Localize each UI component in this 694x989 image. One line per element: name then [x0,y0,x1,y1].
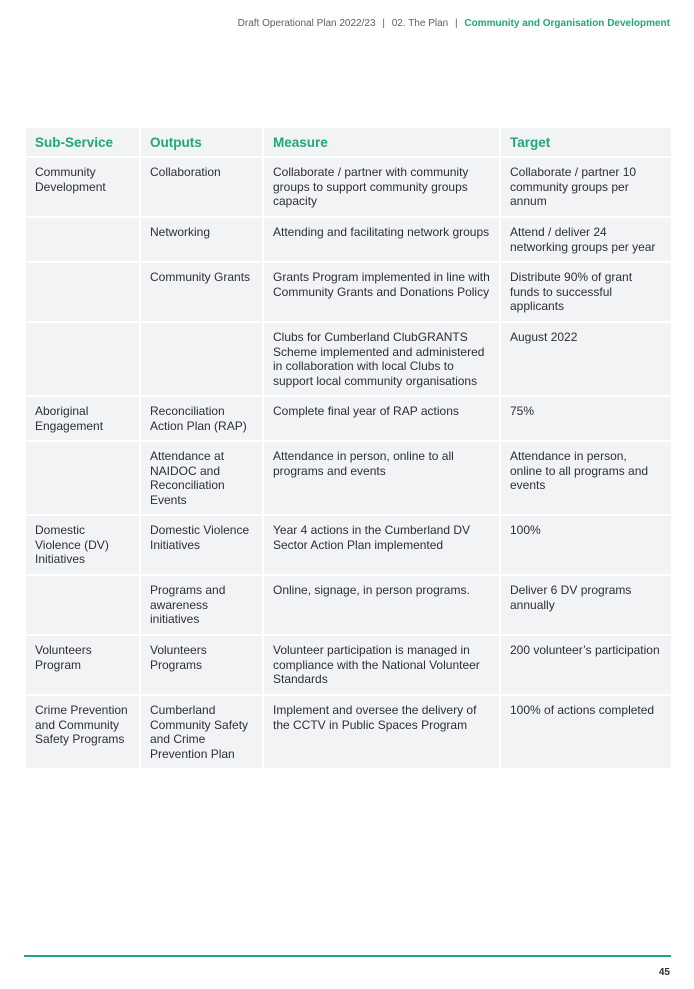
column-header-measure: Measure [264,128,499,156]
measure-cell: Collaborate / partner with community groups to support community groups capacity [264,158,499,216]
operational-plan-table [24,126,673,770]
output-cell: Attendance at NAIDOC and Reconciliation Events [141,442,262,514]
sub-service-cell: Volunteers Program [26,636,139,694]
measure-cell: Complete final year of RAP actions [264,397,499,440]
target-cell: August 2022 [501,323,671,395]
target-cell: 100% of actions completed [501,696,671,768]
output-cell: Collaboration [141,158,262,216]
table-row [26,516,671,574]
target-cell: Deliver 6 DV programs annually [501,576,671,634]
page-number: 45 [658,967,670,978]
column-header-sub-service: Sub-Service [26,128,139,156]
measure-cell: Online, signage, in person programs. [264,576,499,634]
measure-cell: Volunteer participation is managed in compliance with the National Volunteer Standards [264,636,499,694]
table-row [26,696,671,768]
output-cell: Volunteers Programs [141,636,262,694]
header-separator: | [382,18,385,29]
target-cell: 100% [501,516,671,574]
output-cell: Reconciliation Action Plan (RAP) [141,397,262,440]
sub-service-cell: Aboriginal Engagement [26,397,139,440]
output-cell [141,323,262,395]
target-cell: Attend / deliver 24 networking groups per year [501,218,671,261]
measure-cell: Implement and oversee the delivery of the CCTV in Public Spaces Program [264,696,499,768]
measure-cell: Attending and facilitating network groups [264,218,499,261]
table-row [26,323,671,395]
output-cell: Networking [141,218,262,261]
target-cell: 200 volunteer’s participation [501,636,671,694]
sub-service-cell: Crime Prevention and Community Safety Programs [26,696,139,768]
target-cell: 75% [501,397,671,440]
section-title: Community and Organisation Development [464,18,670,29]
output-cell: Domestic Violence Initiatives [141,516,262,574]
table-row [26,218,671,261]
table-row [26,636,671,694]
sub-service-cell [26,218,139,261]
output-cell: Cumberland Community Safety and Crime Prevention Plan [141,696,262,768]
table-row [26,442,671,514]
target-cell: Distribute 90% of grant funds to successful applicants [501,263,671,321]
table-row [26,576,671,634]
document-title: Draft Operational Plan 2022/23 [237,18,376,29]
table-row [26,263,671,321]
measure-cell: Clubs for Cumberland ClubGRANTS Scheme implemented and administered in collaboration with local Clubs to support local community organisations [264,323,499,395]
sub-service-cell [26,576,139,634]
sub-service-cell [26,323,139,395]
sub-service-cell [26,442,139,514]
sub-service-cell [26,263,139,321]
measure-cell: Grants Program implemented in line with Community Grants and Donations Policy [264,263,499,321]
measure-cell: Year 4 actions in the Cumberland DV Sector Action Plan implemented [264,516,499,574]
measure-cell: Attendance in person, online to all programs and events [264,442,499,514]
output-cell: Programs and awareness initiatives [141,576,262,634]
page-header [238,18,670,29]
header-separator: | [455,18,458,29]
column-header-outputs: Outputs [141,128,262,156]
chapter-label: 02. The Plan [391,18,449,29]
target-cell: Attendance in person, online to all programs and events [501,442,671,514]
table-row [26,397,671,440]
footer-divider [24,955,671,957]
sub-service-cell: Community Development [26,158,139,216]
table-header-row [26,128,671,156]
output-cell: Community Grants [141,263,262,321]
sub-service-cell: Domestic Violence (DV) Initiatives [26,516,139,574]
column-header-target: Target [501,128,671,156]
table-row [26,158,671,216]
target-cell: Collaborate / partner 10 community groups per annum [501,158,671,216]
